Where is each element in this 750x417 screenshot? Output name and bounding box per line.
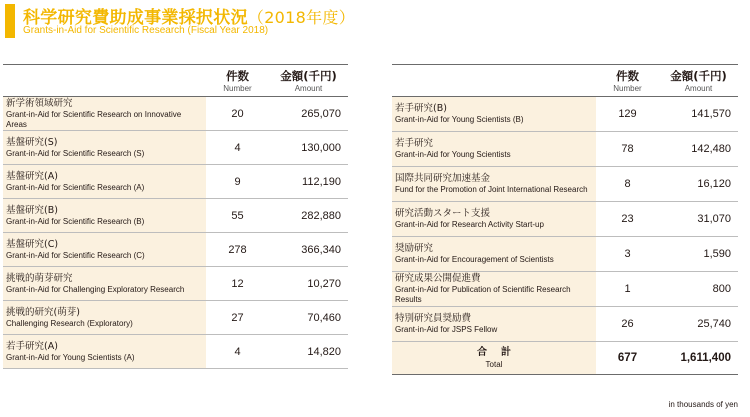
table-row: [3, 233, 348, 267]
category-name-en: Challenging Research (Exploratory): [6, 318, 133, 328]
count-cell: 4: [206, 335, 269, 369]
category-name-en: Grant-in-Aid for Scientific Research (B): [6, 216, 145, 226]
category-name-en: Grant-in-Aid for Scientific Research on Innovative Areas: [6, 109, 182, 129]
category-name-en: Grant-in-Aid for Encouragement of Scientists: [395, 255, 554, 264]
amount-cell: 265,070: [269, 97, 348, 131]
amount-cell: 70,460: [269, 301, 348, 335]
table-row: [3, 335, 348, 369]
category-cell: [3, 131, 206, 165]
total-label-cell: [392, 342, 596, 375]
count-cell: 55: [206, 199, 269, 233]
category-name-en: Grant-in-Aid for Scientific Research (C): [6, 250, 145, 260]
category-cell: [3, 233, 206, 267]
grants-table-left: [3, 64, 348, 369]
category-cell: [392, 272, 596, 307]
category-name-en: Grant-in-Aid for Research Activity Start-up: [395, 220, 544, 229]
count-cell: 9: [206, 165, 269, 199]
amount-cell: 1,590: [659, 237, 738, 272]
count-cell: 1: [596, 272, 659, 307]
table-header-row: [3, 65, 348, 97]
table-row: [392, 97, 738, 132]
table-row: [3, 97, 348, 131]
category-name-en: Grant-in-Aid for Challenging Exploratory Research: [6, 284, 185, 294]
amount-cell: 141,570: [659, 97, 738, 132]
category-name-en: Grant-in-Aid for JSPS Fellow: [395, 325, 498, 334]
amount-cell: 25,740: [659, 307, 738, 342]
category-name-jp: 基盤研究(B): [6, 204, 58, 216]
category-cell: [392, 132, 596, 167]
total-count: 677: [596, 342, 659, 375]
count-cell: 26: [596, 307, 659, 342]
category-name-jp: 国際共同研究加速基金: [395, 173, 491, 184]
category-name-en: Grant-in-Aid for Publication of Scientific Research Results: [395, 285, 571, 304]
table-row: [3, 199, 348, 233]
amount-cell: 14,820: [269, 335, 348, 369]
total-row: [392, 342, 738, 375]
count-header-en: Number: [613, 84, 642, 93]
category-cell: [392, 97, 596, 132]
category-name-jp: 若手研究: [395, 138, 434, 149]
amount-header-jp: 金額(千円): [670, 69, 727, 83]
category-name-jp: 基盤研究(A): [6, 170, 58, 182]
page-title-text: 科学研究費助成事業採択状況: [23, 8, 248, 28]
category-name-en: Grant-in-Aid for Scientific Research (S): [6, 148, 145, 158]
table-row: [3, 165, 348, 199]
amount-cell: 366,340: [269, 233, 348, 267]
amount-cell: 282,880: [269, 199, 348, 233]
category-name-jp: 研究活動スタート支援: [395, 208, 491, 219]
category-cell: [392, 167, 596, 202]
table-row: [3, 267, 348, 301]
category-cell: [3, 335, 206, 369]
total-amount: 1,611,400: [659, 342, 738, 375]
count-header-jp: 件数: [616, 69, 639, 83]
table-row: [392, 202, 738, 237]
category-name-jp: 挑戦的萌芽研究: [6, 272, 73, 284]
count-header-en: Number: [223, 84, 252, 93]
amount-header: [659, 65, 738, 97]
category-name-en: Grant-in-Aid for Young Scientists (A): [6, 352, 135, 362]
amount-cell: 10,270: [269, 267, 348, 301]
amount-cell: 31,070: [659, 202, 738, 237]
category-cell: [3, 267, 206, 301]
unit-note: in thousands of yen: [668, 400, 738, 409]
category-cell: [392, 202, 596, 237]
category-cell: [3, 199, 206, 233]
count-cell: 278: [206, 233, 269, 267]
amount-header-en: Amount: [684, 84, 713, 93]
category-cell: [3, 97, 206, 131]
count-cell: 4: [206, 131, 269, 165]
category-name-jp: 研究成果公開促進費: [395, 273, 481, 284]
count-cell: 129: [596, 97, 659, 132]
count-cell: 27: [206, 301, 269, 335]
category-name-en: Fund for the Promotion of Joint International Research: [395, 185, 588, 194]
count-cell: 8: [596, 167, 659, 202]
category-header: [392, 65, 596, 97]
category-cell: [3, 165, 206, 199]
table-row: [3, 131, 348, 165]
amount-cell: 142,480: [659, 132, 738, 167]
table-header-row: [392, 65, 738, 97]
table-row: [392, 237, 738, 272]
category-name-jp: 挑戦的研究(萌芽): [6, 306, 80, 318]
count-cell: 23: [596, 202, 659, 237]
grants-table-left-body: [3, 97, 348, 369]
category-name-jp: 新学術領域研究: [6, 97, 73, 109]
count-cell: 20: [206, 97, 269, 131]
category-name-jp: 若手研究(A): [6, 340, 58, 352]
category-name-jp: 特別研究員奨励費: [395, 313, 472, 324]
table-row: [392, 132, 738, 167]
table-row: [3, 301, 348, 335]
grants-table-right: [392, 64, 738, 375]
page-title-year: （2018年度）: [247, 8, 356, 27]
amount-header-en: Amount: [294, 84, 323, 93]
count-header: [596, 65, 659, 97]
count-header-jp: 件数: [226, 69, 249, 83]
count-header: [206, 65, 269, 97]
category-name-en: Grant-in-Aid for Scientific Research (A): [6, 182, 145, 192]
category-header: [3, 65, 206, 97]
category-name-en: Grant-in-Aid for Young Scientists (B): [395, 115, 524, 124]
total-label-en: Total: [485, 360, 503, 369]
amount-header: [269, 65, 348, 97]
amount-cell: 130,000: [269, 131, 348, 165]
grants-table-right-body: [392, 97, 738, 342]
amount-header-jp: 金額(千円): [280, 69, 337, 83]
category-cell: [392, 307, 596, 342]
count-cell: 3: [596, 237, 659, 272]
category-name-jp: 基盤研究(S): [6, 136, 58, 148]
category-cell: [3, 301, 206, 335]
page-subtitle: Grants-in-Aid for Scientific Research (Fiscal Year 2018): [23, 25, 269, 36]
category-name-en: Grant-in-Aid for Young Scientists: [395, 150, 511, 159]
count-cell: 78: [596, 132, 659, 167]
table-row: [392, 167, 738, 202]
table-row: [392, 307, 738, 342]
category-name-jp: 若手研究(B): [395, 103, 447, 114]
category-name-jp: 奨励研究: [395, 243, 434, 254]
category-cell: [392, 237, 596, 272]
amount-cell: 112,190: [269, 165, 348, 199]
amount-cell: 16,120: [659, 167, 738, 202]
total-label-jp: 合計: [477, 347, 525, 358]
category-name-jp: 基盤研究(C): [6, 238, 59, 250]
count-cell: 12: [206, 267, 269, 301]
table-row: [392, 272, 738, 307]
title-accent-bar: [5, 4, 15, 38]
amount-cell: 800: [659, 272, 738, 307]
